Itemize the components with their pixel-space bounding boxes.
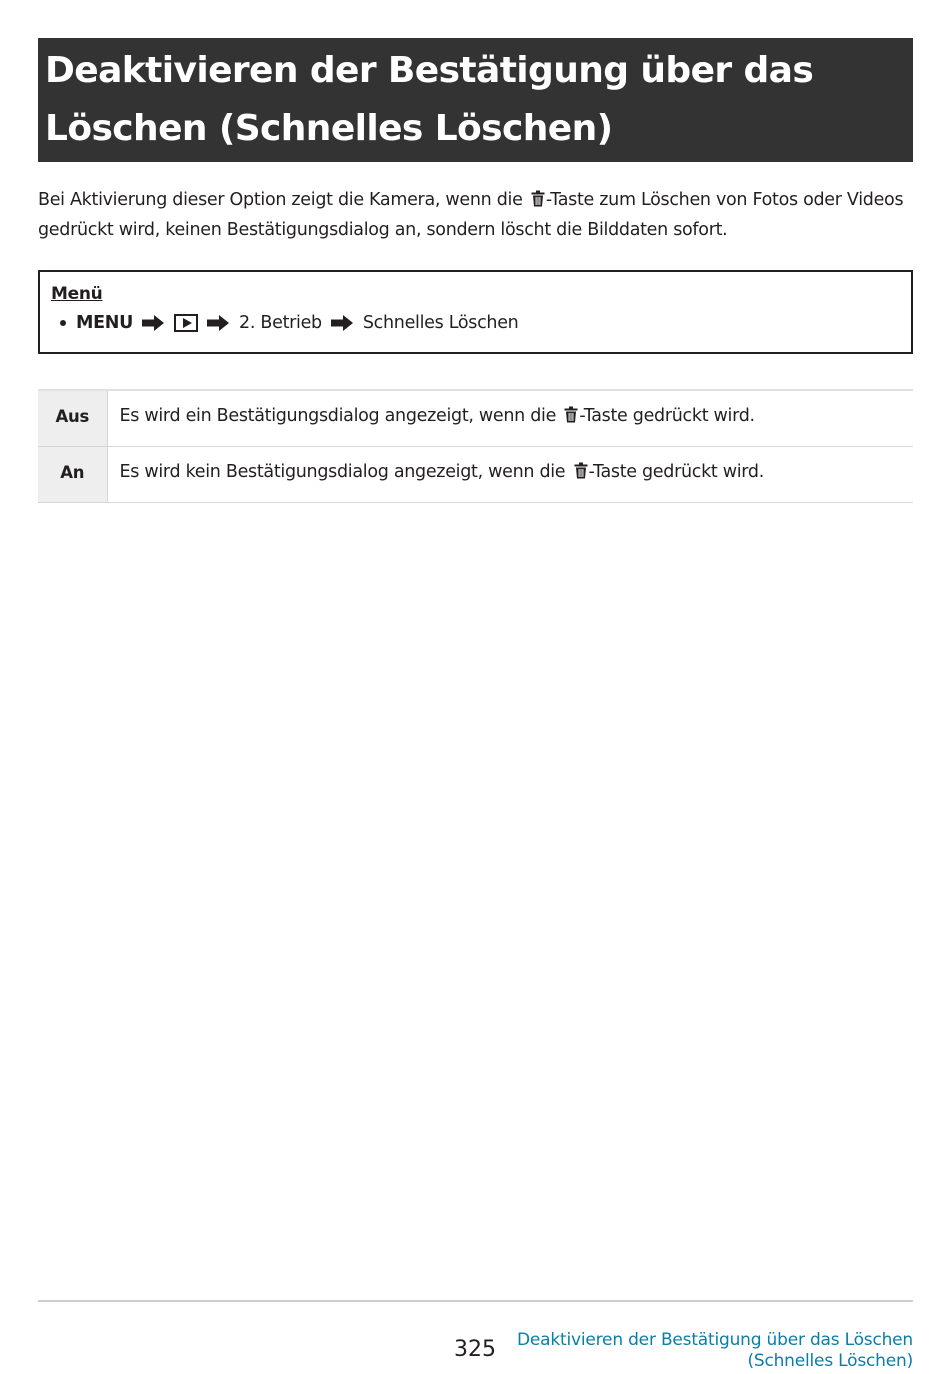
option-key: An: [38, 446, 107, 502]
menu-root: MENU: [76, 313, 134, 333]
page-title: [45, 42, 905, 158]
page-title-line-2: Löschen (Schnelles Löschen): [45, 108, 613, 149]
footer-title-line-1: Deaktivieren der Bestätigung über das Löschen: [517, 1330, 913, 1350]
page-title-line-1: Deaktivieren der Bestätigung über das: [45, 50, 814, 91]
intro-text-part-2: -Taste zum Löschen von Fotos oder Videos gedrückt wird, keinen Bestätigungsdialog an, sondern löscht die Bilddaten sofort.: [38, 190, 904, 240]
intro-paragraph: [38, 185, 918, 245]
option-text-before: Es wird kein Bestätigungsdialog angezeigt, wenn die: [119, 462, 571, 482]
arrow-right-icon: [206, 314, 230, 332]
page-number: 325: [454, 1337, 496, 1362]
options-table: [38, 389, 913, 503]
menu-step-schnelles-loeschen: Schnelles Löschen: [362, 313, 519, 333]
playback-icon: [174, 314, 198, 332]
option-text-before: Es wird ein Bestätigungsdialog angezeigt, wenn die: [119, 406, 562, 427]
trash-icon: [574, 462, 588, 479]
bullet-icon: [60, 320, 66, 326]
menu-step-betrieb: 2. Betrieb: [239, 313, 322, 333]
page-title-bar: [38, 38, 913, 162]
arrow-right-icon: [141, 314, 165, 332]
option-text-after: -Taste gedrückt wird.: [588, 462, 764, 482]
footer-title-line-2: (Schnelles Löschen): [747, 1351, 913, 1371]
footer-divider: [38, 1300, 913, 1302]
arrow-right-icon: [330, 314, 354, 332]
trash-icon: [564, 406, 578, 423]
option-description: [107, 446, 913, 502]
menu-path: [51, 310, 911, 336]
option-key: Aus: [38, 390, 107, 446]
option-description: [107, 390, 913, 446]
footer-section-link[interactable]: [493, 1330, 913, 1372]
trash-icon: [531, 190, 545, 207]
menu-box: [38, 270, 913, 354]
option-text-after: -Taste gedrückt wird.: [579, 406, 755, 427]
table-row: [38, 446, 913, 502]
intro-text-part-1: Bei Aktivierung dieser Option zeigt die Kamera, wenn die: [38, 190, 528, 210]
table-row: [38, 390, 913, 446]
menu-label: Menü: [51, 284, 103, 304]
